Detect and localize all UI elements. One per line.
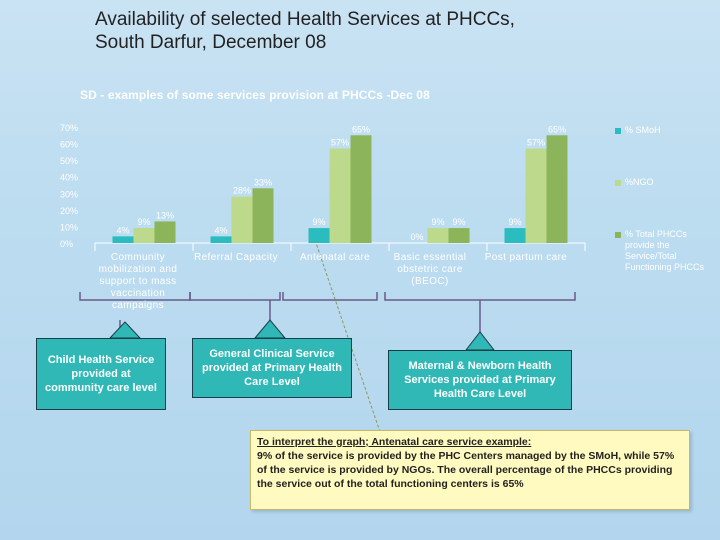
legend-swatch bbox=[615, 180, 621, 186]
y-tick-label: 30% bbox=[60, 189, 79, 200]
legend-swatch bbox=[615, 232, 621, 238]
data-label: 57% bbox=[526, 137, 546, 148]
data-label: 57% bbox=[330, 137, 350, 148]
chart-title: SD - examples of some services provision at PHCCs -Dec 08 bbox=[80, 88, 430, 102]
category-bracket bbox=[283, 292, 377, 300]
x-category-label: Basic essential obstetric care (BEOC) bbox=[393, 252, 467, 287]
x-category-label: Antenatal care bbox=[299, 252, 371, 263]
x-category-label: Community mobilization and support to mass vaccination campaigns bbox=[98, 252, 178, 311]
y-tick-label: 10% bbox=[60, 222, 79, 233]
y-tick-label: 60% bbox=[60, 139, 79, 150]
data-label: 28% bbox=[232, 185, 252, 196]
legend-label: % Total PHCCs provide the Service/Total Functioning PHCCs bbox=[625, 229, 705, 272]
category-bracket bbox=[190, 292, 280, 300]
x-category-label: Post partum care bbox=[484, 252, 568, 263]
bar-2-4 bbox=[547, 135, 568, 243]
data-label: 65% bbox=[351, 124, 371, 135]
bar-1-2 bbox=[330, 149, 351, 243]
y-tick-label: 0% bbox=[60, 239, 74, 249]
y-tick-label: 20% bbox=[60, 205, 79, 216]
y-tick-label: 70% bbox=[60, 123, 79, 133]
data-label: 9% bbox=[312, 217, 326, 228]
bar-0-2 bbox=[309, 228, 330, 243]
legend-label: % SMoH bbox=[625, 125, 661, 135]
data-label: 4% bbox=[214, 225, 228, 236]
data-label: 65% bbox=[547, 124, 567, 135]
callout-maternal-newborn: Maternal & Newborn Health Services provided at Primary Health Care Level bbox=[388, 350, 572, 410]
callout-pointer bbox=[110, 322, 140, 338]
bar-0-0 bbox=[113, 236, 134, 243]
data-label: 9% bbox=[431, 217, 445, 228]
note-body: 9% of the service is provided by the PHC Centers managed by the SMoH, while 57% of the service is provided by NGOs. The overall percentage of the PHCCs providing the service out of the total functioning centers is 65% bbox=[257, 450, 675, 490]
legend-label: %NGO bbox=[625, 177, 654, 187]
category-bracket bbox=[385, 292, 575, 300]
bar-1-0 bbox=[134, 228, 155, 243]
data-label: 4% bbox=[116, 225, 130, 236]
data-label: 9% bbox=[137, 217, 151, 228]
data-label: 9% bbox=[452, 217, 466, 228]
callout-pointer bbox=[255, 320, 285, 338]
data-label: 9% bbox=[508, 217, 522, 228]
bar-1-4 bbox=[526, 149, 547, 243]
note-lead: To interpret the graph; Antenatal care service example: bbox=[257, 436, 532, 448]
callout-general-clinical: General Clinical Service provided at Primary Health Care Level bbox=[192, 338, 352, 398]
bar-1-3 bbox=[428, 228, 449, 243]
bar-2-0 bbox=[155, 221, 176, 243]
legend-swatch bbox=[615, 128, 621, 134]
y-tick-label: 50% bbox=[60, 156, 79, 167]
data-label: 33% bbox=[253, 177, 273, 188]
x-category-label: Referral Capacity bbox=[193, 252, 279, 263]
data-label: 0% bbox=[410, 232, 424, 242]
data-label: 13% bbox=[155, 210, 175, 221]
bar-0-1 bbox=[211, 236, 232, 243]
bar-0-4 bbox=[505, 228, 526, 243]
callout-pointer bbox=[466, 332, 494, 350]
bar-1-1 bbox=[232, 197, 253, 243]
bar-2-2 bbox=[351, 135, 372, 243]
page-title-line-2: South Darfur, December 08 bbox=[95, 32, 327, 53]
bar-2-1 bbox=[253, 188, 274, 243]
page-title-line-1: Availability of selected Health Services at PHCCs, bbox=[95, 9, 515, 30]
interpretation-note bbox=[250, 430, 690, 510]
note-pointer-line bbox=[315, 240, 380, 432]
bar-2-3 bbox=[449, 228, 470, 243]
y-tick-label: 40% bbox=[60, 172, 79, 183]
callout-child-health: Child Health Service provided at community care level bbox=[36, 338, 166, 410]
